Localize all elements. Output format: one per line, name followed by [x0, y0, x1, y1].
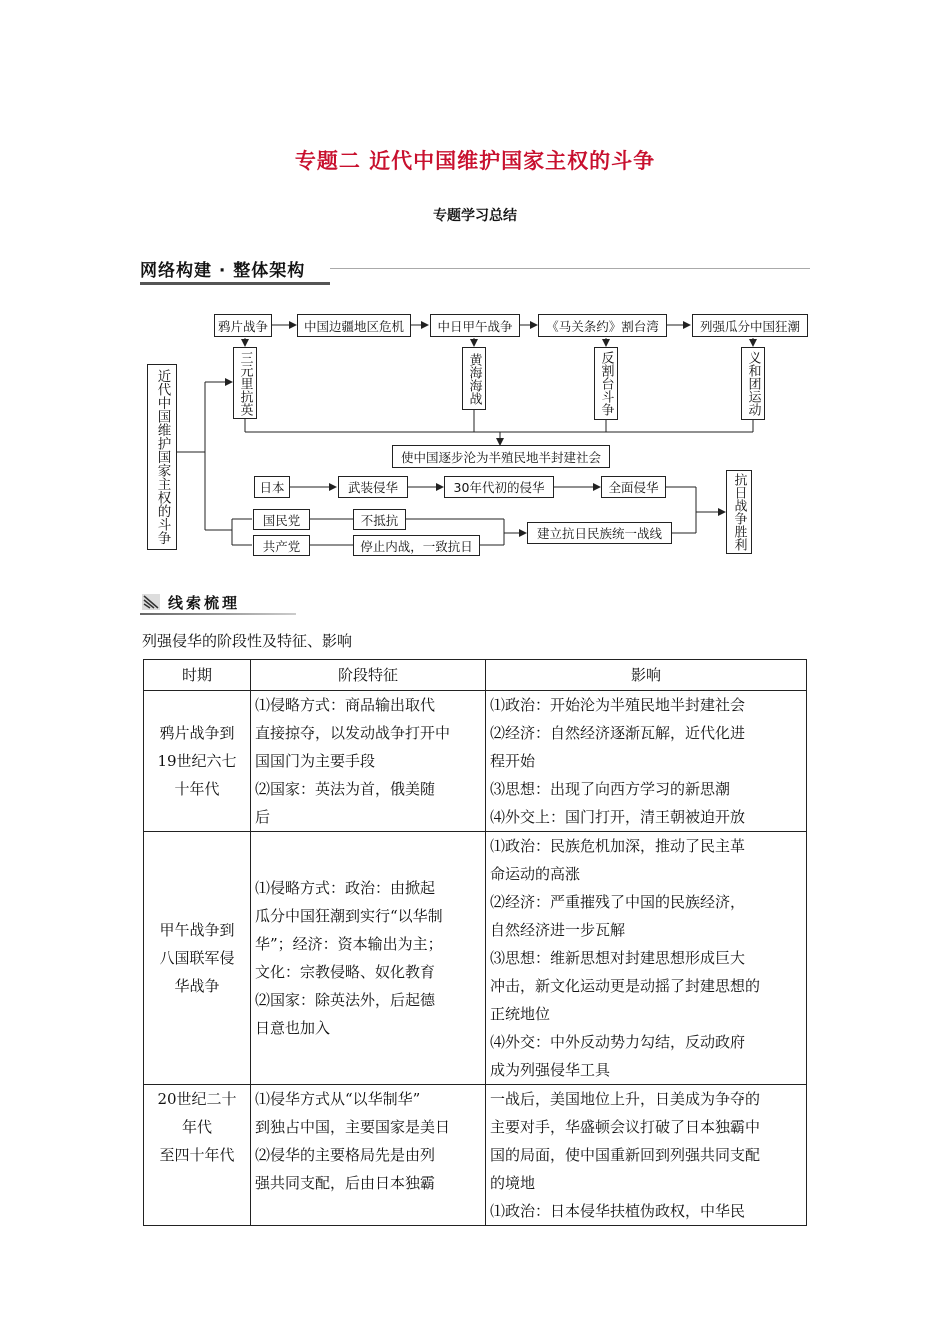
table-intro: 列强侵华的阶段性及特征、影响 — [142, 632, 353, 650]
cell-line: ⑴侵略方式：商品输出取代 — [255, 696, 436, 714]
cell-line: 日意也加入 — [255, 1019, 331, 1037]
cell-line: 命运动的高涨 — [490, 865, 581, 883]
box-scramble: 列强瓜分中国狂潮 — [692, 314, 808, 337]
section-bar — [140, 613, 296, 615]
box-yellow-sea: 黄海海战 — [462, 347, 486, 410]
cell-line: 至四十年代 — [159, 1146, 235, 1164]
cell-effects — [486, 691, 807, 832]
cell-line: ⑶思想：维新思想对封建思想形成巨大 — [490, 949, 746, 967]
box-sanyuanli: 三元里抗英 — [233, 347, 257, 419]
box-ccp: 共产党 — [253, 535, 310, 556]
cell-features — [251, 832, 486, 1085]
box-japan: 日本 — [254, 476, 290, 498]
box-1930s-invasion: 30年代初的侵华 — [444, 476, 554, 498]
cell-line: 自然经济进一步瓦解 — [490, 921, 626, 939]
cell-line: ⑵侵华的主要格局先是由列 — [255, 1146, 436, 1164]
cell-period — [144, 832, 251, 1085]
section-label: 线索梳理 — [168, 594, 241, 612]
cell-line: ⑵国家：英法为首，俄美随 — [255, 780, 436, 798]
cell-line: 程开始 — [490, 752, 536, 770]
page-subtitle: 专题学习总结 — [433, 208, 517, 224]
cell-line: 到独占中国，主要国家是美日 — [255, 1118, 451, 1136]
cell-line: ⑷外交上：国门打开，清王朝被迫开放 — [490, 808, 746, 826]
box-full-invasion: 全面侵华 — [601, 476, 666, 498]
box-frontier-crisis: 中国边疆地区危机 — [297, 314, 411, 337]
box-anti-cession: 反割台斗争 — [594, 347, 618, 420]
cell-line: ⑴政治：开始沦为半殖民地半封建社会 — [490, 696, 746, 714]
cell-line: 的境地 — [490, 1174, 536, 1192]
cell-period — [144, 691, 251, 832]
cell-line: 国国门为主要手段 — [255, 752, 376, 770]
box-united-front: 建立抗日民族统一战线 — [527, 522, 672, 544]
cell-line: ⑴侵略方式：政治：由掀起 — [255, 879, 436, 897]
header-features: 阶段特征 — [251, 660, 486, 691]
box-root-topic: 近代中国维护国家主权的斗争 — [147, 364, 177, 550]
cell-features — [251, 691, 486, 832]
table-row — [144, 691, 807, 832]
periods-table — [143, 659, 807, 1226]
cell-line: 十年代 — [174, 780, 220, 798]
cell-line: 19世纪六七 — [157, 752, 237, 770]
cell-line: 华”；经济：资本输出为主； — [255, 935, 443, 953]
table-row — [144, 1085, 807, 1226]
box-non-resistance: 不抵抗 — [353, 509, 406, 530]
diagram-connectors — [0, 0, 950, 600]
cell-line: 华战争 — [174, 977, 220, 995]
cell-effects — [486, 832, 807, 1085]
cell-line: 瓜分中国狂潮到实行“以华制 — [255, 907, 443, 925]
cell-line: ⑷外交：中外反动势力勾结，反动政府 — [490, 1033, 746, 1051]
cell-line: 国的局面，使中国重新回到列强共同支配 — [490, 1146, 761, 1164]
cell-line: ⑴侵华方式从“以华制华” — [255, 1090, 421, 1108]
section-marker-icon — [142, 594, 160, 610]
box-opium-war: 鸦片战争 — [214, 314, 272, 337]
cell-line: ⑵经济：自然经济逐渐瓦解，近代化进 — [490, 724, 746, 742]
cell-line: 成为列强侵华工具 — [490, 1061, 611, 1079]
section-heading-clues — [140, 591, 296, 617]
section-heading-framework: 网络构建 · 整体架构 — [140, 261, 306, 281]
cell-line: 鸦片战争到 — [159, 724, 235, 742]
cell-line: 文化：宗教侵略、奴化教育 — [255, 963, 436, 981]
cell-line: ⑴政治：日本侵华扶植伪政权，中华民 — [490, 1202, 746, 1220]
cell-line: 20世纪二十 — [157, 1090, 237, 1108]
box-shimonoseki-treaty: 《马关条约》割台湾 — [538, 314, 667, 337]
cell-line: 主要对手，华盛顿会议打破了日本独霸中 — [490, 1118, 761, 1136]
box-kmt: 国民党 — [253, 509, 310, 530]
box-sino-japanese-war: 中日甲午战争 — [430, 314, 520, 337]
cell-line: 强共同支配，后由日本独霸 — [255, 1174, 436, 1192]
box-stop-civil-war: 停止内战，一致抗日 — [353, 535, 480, 556]
cell-line: 八国联军侵 — [159, 949, 235, 967]
cell-line: 一战后，美国地位上升，日美成为争夺的 — [490, 1090, 761, 1108]
header-effects: 影响 — [486, 660, 807, 691]
cell-effects — [486, 1085, 807, 1226]
cell-line: 直接掠夺，以发动战争打开中 — [255, 724, 451, 742]
cell-line: 甲午战争到 — [159, 921, 235, 939]
header-period: 时期 — [144, 660, 251, 691]
box-boxer: 义和团运动 — [741, 347, 765, 420]
box-semi-colonial: 使中国逐步沦为半殖民地半封建社会 — [392, 445, 610, 468]
cell-line: ⑶思想：出现了向西方学习的新思潮 — [490, 780, 731, 798]
page-title: 专题二 近代中国维护国家主权的斗争 — [294, 149, 656, 173]
cell-line: ⑵经济：严重摧残了中国的民族经济， — [490, 893, 746, 911]
cell-period — [144, 1085, 251, 1226]
cell-line: 年代 — [181, 1118, 212, 1136]
cell-line: 正统地位 — [490, 1005, 551, 1023]
table-row — [144, 832, 807, 1085]
box-armed-invasion: 武装侵华 — [338, 476, 408, 498]
cell-line: ⑴政治：民族危机加深，推动了民主革 — [490, 837, 746, 855]
cell-features — [251, 1085, 486, 1226]
box-victory: 抗日战争胜利 — [726, 470, 752, 554]
cell-line: ⑵国家：除英法外，后起德 — [255, 991, 436, 1009]
cell-line: 后 — [255, 808, 271, 826]
table-header-row — [144, 660, 807, 691]
cell-line: 冲击，新文化运动更是动摇了封建思想的 — [490, 977, 761, 995]
